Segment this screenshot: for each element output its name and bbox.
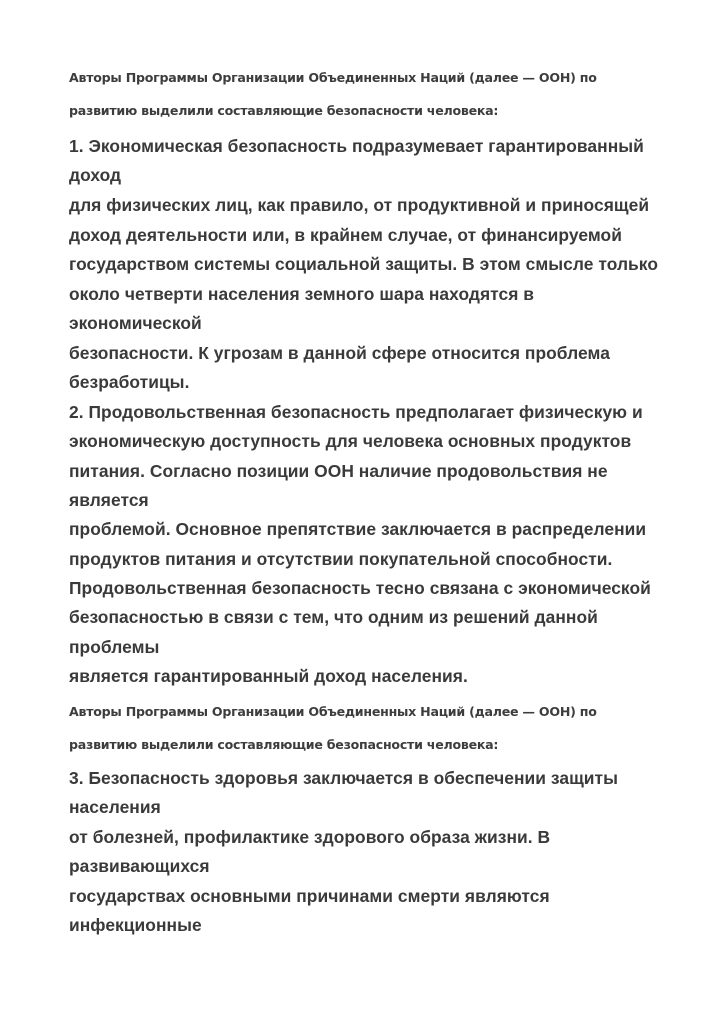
section-3-line: 3. Безопасность здоровья заключается в обеспечении защиты	[69, 768, 618, 788]
section-1-line: безопасности. К угрозам в данной сфере относится проблема	[69, 343, 610, 363]
section-3-line: развивающихся	[69, 856, 210, 876]
section-2-line: безопасностью в связи с тем, что одним из решений данной	[69, 607, 598, 627]
section-2-line: проблемой. Основное препятствие заключается в распределении	[69, 519, 647, 539]
section-2-line: продуктов питания и отсутствии покупательной способности.	[69, 549, 613, 569]
section-3-line: инфекционные	[69, 915, 202, 935]
section-3-line: государствах основными причинами смерти являются	[69, 886, 550, 906]
section-1-line: экономической	[69, 313, 202, 333]
section-1-line: 1. Экономическая безопасность подразумевает гарантированный	[69, 136, 644, 156]
intro-line: развитию выделили составляющие безопасности человека:	[69, 737, 499, 752]
intro-line: Авторы Программы Организации Объединенных Наций (далее — ООН) по	[69, 704, 597, 719]
intro-line: развитию выделили составляющие безопасности человека:	[69, 103, 499, 118]
section-2-line: является гарантированный доход населения.	[69, 666, 468, 686]
section-2-line: питания. Согласно позиции ООН наличие продовольствия не	[69, 461, 608, 481]
section-1-line: безработицы.	[69, 372, 190, 392]
section-3-line: населения	[69, 797, 161, 817]
section-1-line: доход	[69, 165, 122, 185]
section-1-line: около четверти населения земного шара находятся в	[69, 284, 535, 304]
section-2-line: Продовольственная безопасность тесно связана с экономической	[69, 578, 651, 598]
section-1-line: государством системы социальной защиты. В этом смысле только	[69, 254, 658, 274]
section-2-line: проблемы	[69, 637, 160, 657]
section-3-line: от болезней, профилактике здорового образа жизни. В	[69, 827, 551, 847]
section-2-line: 2. Продовольственная безопасность предполагает физическую и	[69, 402, 643, 422]
intro-line: Авторы Программы Организации Объединенных Наций (далее — ООН) по	[69, 70, 597, 85]
section-1-line: для физических лиц, как правило, от продуктивной и приносящей	[69, 195, 650, 215]
section-1-line: доход деятельности или, в крайнем случае, от финансируемой	[69, 225, 622, 245]
section-2-line: экономическую доступность для человека основных продуктов	[69, 431, 632, 451]
section-2-line: является	[69, 490, 149, 510]
